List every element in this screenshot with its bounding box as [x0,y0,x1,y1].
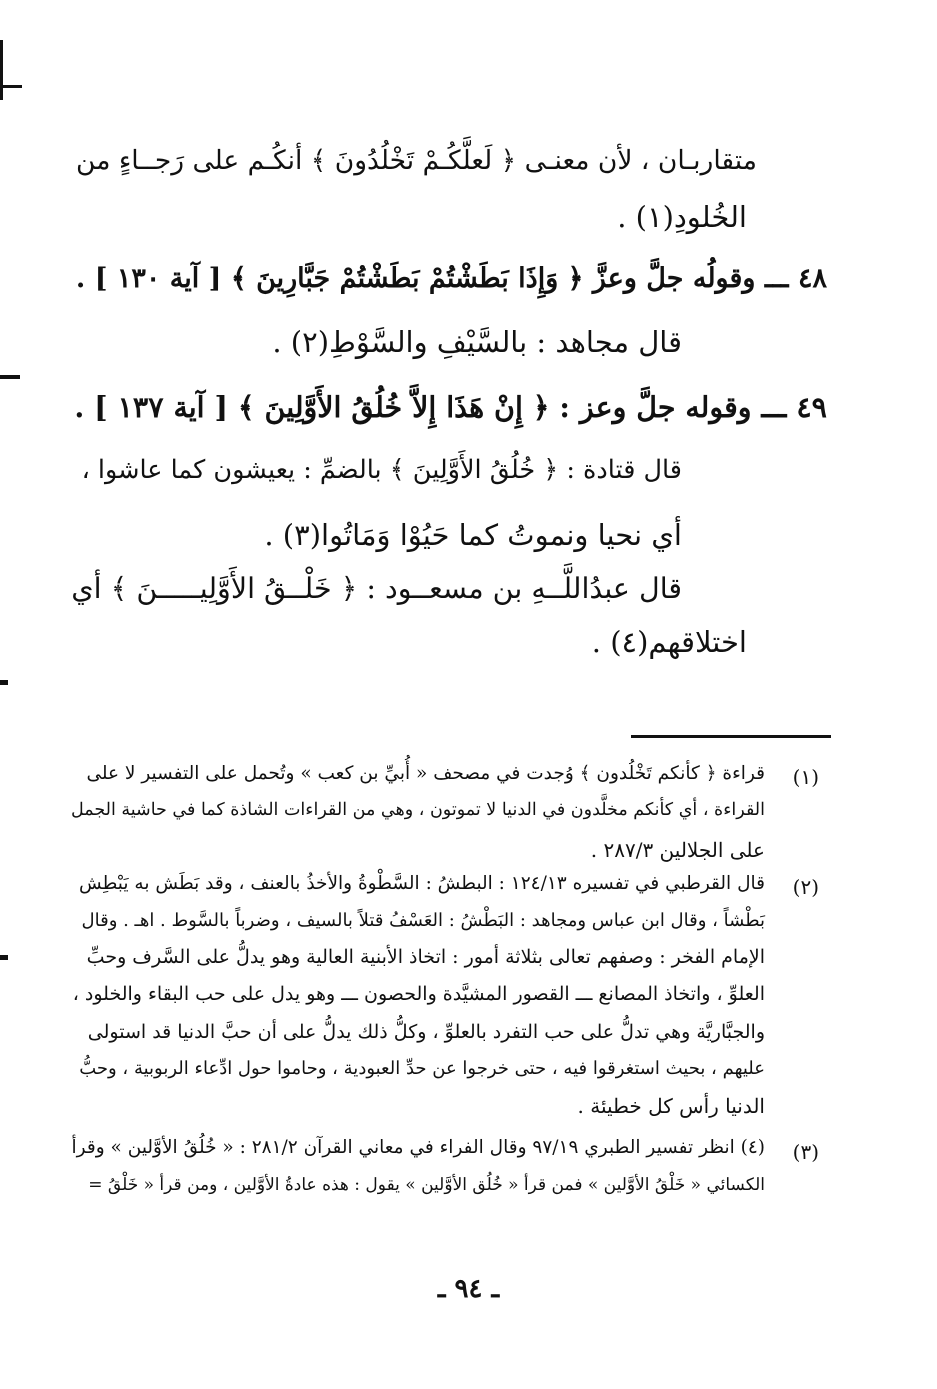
scan-edge-mark [0,955,8,960]
footnote-line: والجبَّاريَّة وهي تدلُّ على حب التفرد بالعلوِّ ، وكلُّ ذلك يدلُّ على أن حبَّ الدنيا قد استولى [87,1021,765,1043]
scan-edge-mark [0,375,20,379]
main-text-line: قال عبدُاللَّــهِ بن مسعــود : ﴿ خَلْــقُ الأَوَّلِيـــــنَ ﴾ أي [71,572,682,605]
scan-edge-mark [0,85,22,88]
main-text-line: أي نحيا ونموتُ كما حَيُوْا وَمَاتُوا(٣) . [264,518,682,552]
main-text-line: اختلاقهم(٤) . [591,625,747,659]
verse-heading-48: ٤٨ ـــ وقولُه جلَّ وعزَّ ﴿ وَإِذَا بَطَشْتُمْ بَطَشْتُمْ جَبَّارِينَ ﴾ [ آية ١٣٠ ] . [75,263,827,294]
footnote-line: قال القرطبي في تفسيره ١٢٤/١٣ : البطشُ : السَّطْوةُ والأخذُ بالعنف ، وقد بَطَش به يَبْطِش [79,873,765,894]
footnote-line: الإمام الفخر : وصفهم تعالى بثلاثة أمور : اتخاذ الأبنية العالية وهو يدلُّ على السَّرف وحبِّ [86,946,765,968]
footnote-line: القراءة ، أي كأنكم مخلَّدون في الدنيا لا تموتون ، وهي من القراءات الشاذة كما في حاشية الجمل [70,800,765,820]
page-number: ـ ٩٤ ـ [437,1274,500,1304]
verse-heading-49: ٤٩ ـــ وقوله جلَّ وعز : ﴿ إِنْ هَذَا إِلاَّ خُلُقُ الأَوَّلِينَ ﴾ [ آية ١٣٧ ] . [74,390,827,424]
scan-edge-mark [0,680,8,685]
footnote-line: على الجلالين ٢٨٧/٣ . [590,838,765,862]
footnote-separator [631,735,831,738]
main-text-line: متقاربـان ، لأن معنـى ﴿ لَعلَّكُـمْ تَخْلُدُونَ ﴾ أنكُـم على رَجــاءٍ من [76,145,757,176]
main-text-line: قال مجاهد : بالسَّيْفِ والسَّوْطِ(٢) . [272,325,682,359]
footnote-number: (١) [792,765,819,789]
footnote-number: (٢) [792,875,819,899]
scan-edge-mark [0,40,3,100]
main-text-line: قال قتادة : ﴿ خُلُقُ الأَوَّلِينَ ﴾ بالضمِّ : يعيشون كما عاشوا ، [81,455,682,485]
main-text-line: الخُلودِ(١) . [617,200,747,234]
footnote-line: (٤) انظر تفسير الطبري ٩٧/١٩ وقال الفراء في معاني القرآن ٢٨١/٢ : « خُلُقُ الأوَّلين » وقرأ [71,1137,765,1158]
footnote-line: العلوِّ ، واتخاذ المصانع ـــ القصور المشيَّدة والحصون ـــ وهو يدل على حب البقاء والخلود ، [72,983,765,1005]
footnote-number: (٣) [792,1140,819,1164]
footnote-line: الكسائي « خَلْقُ الأوَّلين » فمن قرأ « خُلُق الأوَّلين » يقول : هذه عادةُ الأوَّلين ، ومن قرأ « خَلْقُ = [88,1175,765,1195]
footnote-line: عليهم ، بحيث استغرقوا فيه ، حتى خرجوا عن حدِّ العبودية ، وحاموا حول ادِّعاء الربوبية ، وحبُّ [79,1058,765,1079]
footnote-line: قراءة ﴿ كأنكم تَخْلُدون ﴾ وُجدت في مصحف « أُبيِّ بن كعب » وتُحمل على التفسير لا على [86,763,765,784]
footnote-line: الدنيا رأس كل خطيئة . [577,1094,765,1118]
footnote-line: بَطْشاً ، وقال ابن عباس ومجاهد : البَطْشُ : العَسْفُ قتلاً بالسيف ، وضرباً بالسَّوط . اهـ . وقال [81,910,765,931]
